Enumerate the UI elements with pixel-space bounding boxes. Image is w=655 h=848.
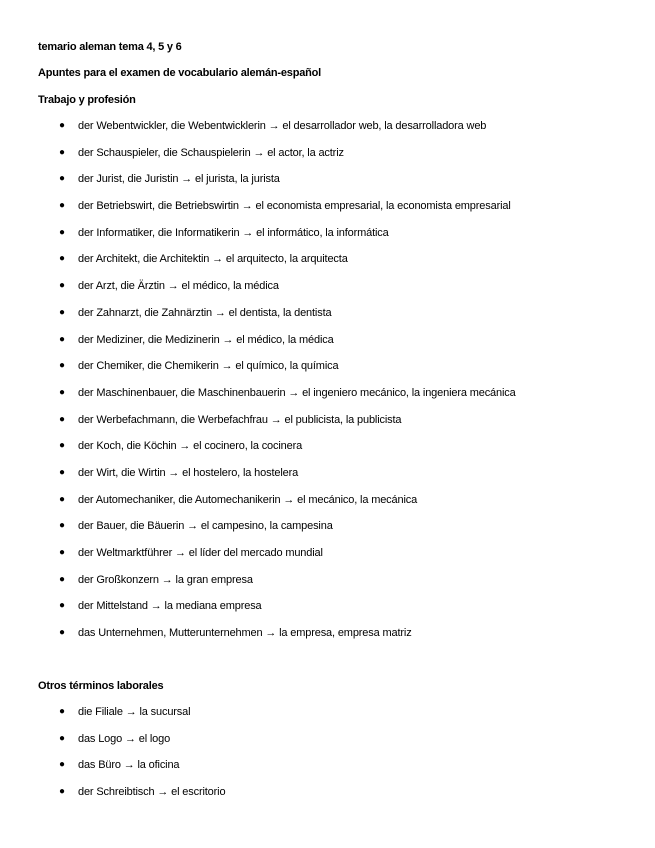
bullet-icon: ● [59,386,65,398]
bullet-icon: ● [59,146,65,158]
list-item [0,252,516,279]
list-item [0,599,516,626]
section-heading-otros: Otros términos laborales [38,680,164,692]
list-item-text: der Weltmarktführer → el líder del mercado mundial [78,547,323,559]
list-item [0,386,516,413]
bullet-icon: ● [59,627,65,639]
list-item-text: das Unternehmen, Mutterunternehmen → la empresa, empresa matriz [78,627,412,640]
list-item-text: der Betriebswirt, die Betriebswirtin → el economista empresarial, la economista empresarial [78,200,511,213]
section-heading-trabajo: Trabajo y profesión [38,94,136,106]
list-item [0,519,516,546]
list-item-text: der Architekt, die Architektin → el arquitecto, la arquitecta [78,253,348,266]
bullet-icon: ● [59,520,65,532]
vocabulary-list-trabajo [0,119,516,653]
list-item-text: der Koch, die Köchin → el cocinero, la cocinera [78,440,303,453]
list-item-text: der Automechaniker, die Automechanikerin → el mecánico, la mecánica [78,493,418,506]
bullet-icon: ● [59,360,65,372]
bullet-icon: ● [59,440,65,452]
bullet-icon: ● [59,600,65,612]
bullet-icon: ● [59,706,65,717]
list-item-text: der Chemiker, die Chemikerin → el químico, la química [78,360,339,373]
bullet-icon: ● [59,573,65,585]
list-item [0,785,225,812]
list-item-text: der Schreibtisch → el escritorio [78,786,226,799]
list-item-text: das Logo → el logo [78,732,171,745]
bullet-icon: ● [59,253,65,265]
list-item [0,758,225,785]
list-item [0,439,516,466]
list-item [0,172,516,199]
list-item-text: der Mediziner, die Medizinerin → el médico, la médica [78,333,334,346]
list-item [0,413,516,440]
list-item [0,546,516,573]
list-item-text: der Schauspieler, die Schauspielerin → el actor, la actriz [78,146,344,159]
bullet-icon: ● [59,200,65,212]
list-item [0,466,516,493]
list-item [0,573,516,600]
bullet-icon: ● [59,786,65,798]
bullet-icon: ● [59,306,65,318]
list-item [0,146,516,173]
list-item-text: der Mittelstand → la mediana empresa [78,600,262,613]
list-item-text: der Jurist, die Juristin → el jurista, la jurista [78,173,280,186]
list-item-text: der Zahnarzt, die Zahnärztin → el dentista, la dentista [78,306,332,319]
list-item [0,119,516,146]
bullet-icon: ● [59,280,65,292]
list-item [0,199,516,226]
list-item [0,705,225,732]
list-item [0,732,225,759]
bullet-icon: ● [59,547,65,558]
list-item-text: der Informatiker, die Informatikerin → el informático, la informática [78,226,389,239]
list-item [0,359,516,386]
document-subtitle: Apuntes para el examen de vocabulario alemán-español [38,67,322,79]
list-item [0,626,516,653]
bullet-icon: ● [59,493,65,505]
list-item-text: der Großkonzern → la gran empresa [78,573,253,586]
bullet-icon: ● [59,759,65,771]
list-item-text: der Arzt, die Ärztin → el médico, la médica [78,280,279,293]
bullet-icon: ● [59,333,65,345]
list-item-text: der Wirt, die Wirtin → el hostelero, la hostelera [78,466,299,479]
bullet-icon: ● [59,226,65,238]
list-item-text: der Werbefachmann, die Werbefachfrau → el publicista, la publicista [78,413,402,426]
list-item-text: der Bauer, die Bäuerin → el campesino, la campesina [78,520,333,533]
document-title: temario aleman tema 4, 5 y 6 [38,41,182,53]
list-item [0,493,516,520]
list-item [0,226,516,253]
list-item-text: der Webentwickler, die Webentwicklerin → el desarrollador web, la desarrolladora web [78,120,487,132]
bullet-icon: ● [59,173,65,185]
bullet-icon: ● [59,413,65,425]
list-item-text: der Maschinenbauer, die Maschinenbauerin → el ingeniero mecánico, la ingeniera mecánica [78,386,516,399]
list-item-text: die Filiale → la sucursal [78,706,191,718]
list-item-text: das Büro → la oficina [78,759,180,772]
bullet-icon: ● [59,732,65,744]
vocabulary-list-otros [0,705,225,812]
bullet-icon: ● [59,120,65,131]
list-item [0,306,516,333]
list-item [0,333,516,360]
bullet-icon: ● [59,466,65,478]
list-item [0,279,516,306]
